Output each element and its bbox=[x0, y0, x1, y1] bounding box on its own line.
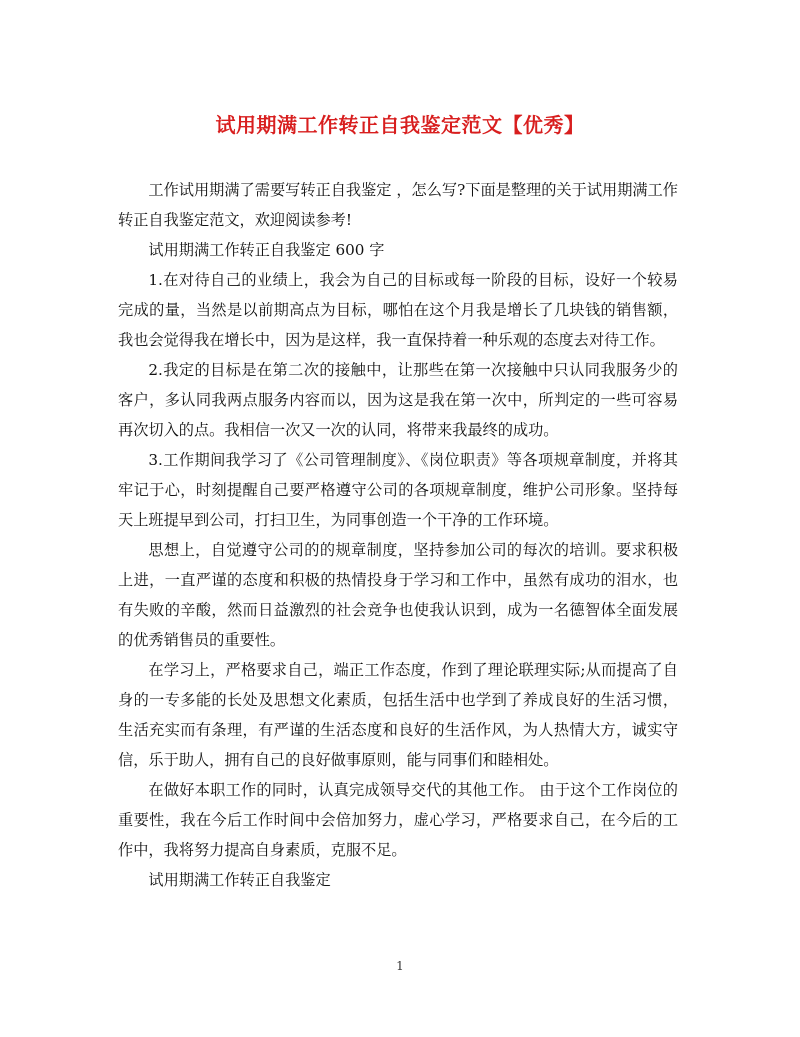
document-title: 试用期满工作转正自我鉴定范文【优秀】 bbox=[215, 113, 585, 137]
paragraph-point-3: 3.工作期间我学习了《公司管理制度》、《岗位职责》等各项规章制度，并将其牢记于心，时刻提醒自己要严格遵守公司的各项规章制度，维护公司形象。坚持每天上班提早到公司，打扫卫生，为同事创造一个干净的工作环境。 bbox=[118, 451, 678, 529]
paragraph-thought: 思想上，自觉遵守公司的的规章制度，坚持参加公司的每次的培训。要求积极上进，一直严谨的态度和积极的热情投身于学习和工作中，虽然有成功的泪水，也有失败的辛酸，然而日益激烈的社会竞争也使我认识到，成为一名德智体全面发展的优秀销售员的重要性。 bbox=[118, 541, 678, 649]
paragraph-point-2: 2.我定的目标是在第二次的接触中，让那些在第一次接触中只认同我服务少的客户，多认同我两点服务内容而以，因为这是我在第一次中，所判定的一些可容易再次切入的点。我相信一次又一次的认同，将带来我最终的成功。 bbox=[118, 361, 678, 439]
paragraph-section-heading: 试用期满工作转正自我鉴定 bbox=[148, 871, 331, 889]
paragraph-subheading: 试用期满工作转正自我鉴定 600 字 bbox=[148, 241, 385, 259]
paragraph-point-1: 1.在对待自己的业绩上，我会为自己的目标或每一阶段的目标，设好一个较易完成的量，当然是以前期高点为目标，哪怕在这个月我是增长了几块钱的销售额，我也会觉得我在增长中，因为是这样，我一直保持着一种乐观的态度去对待工作。 bbox=[118, 271, 678, 349]
paragraph-work: 在做好本职工作的同时，认真完成领导交代的其他工作。 由于这个工作岗位的重要性，我在今后工作时间中会倍加努力，虚心学习，严格要求自己，在今后的工作中，我将努力提高自身素质，克服不足。 bbox=[118, 781, 678, 859]
paragraph-study: 在学习上，严格要求自己，端正工作态度，作到了理论联理实际;从而提高了自身的一专多能的长处及思想文化素质，包括生活中也学到了养成良好的生活习惯，生活充实而有条理，有严谨的生活态度和良好的生活作风，为人热情大方，诚实守信，乐于助人，拥有自己的良好做事原则，能与同事们和睦相处。 bbox=[118, 661, 678, 769]
document-body bbox=[118, 175, 678, 895]
paragraph-intro: 工作试用期满了需要写转正自我鉴定 ，怎么写?下面是整理的关于试用期满工作转正自我鉴定范文，欢迎阅读参考! bbox=[118, 181, 678, 229]
page-number: 1 bbox=[396, 959, 404, 973]
